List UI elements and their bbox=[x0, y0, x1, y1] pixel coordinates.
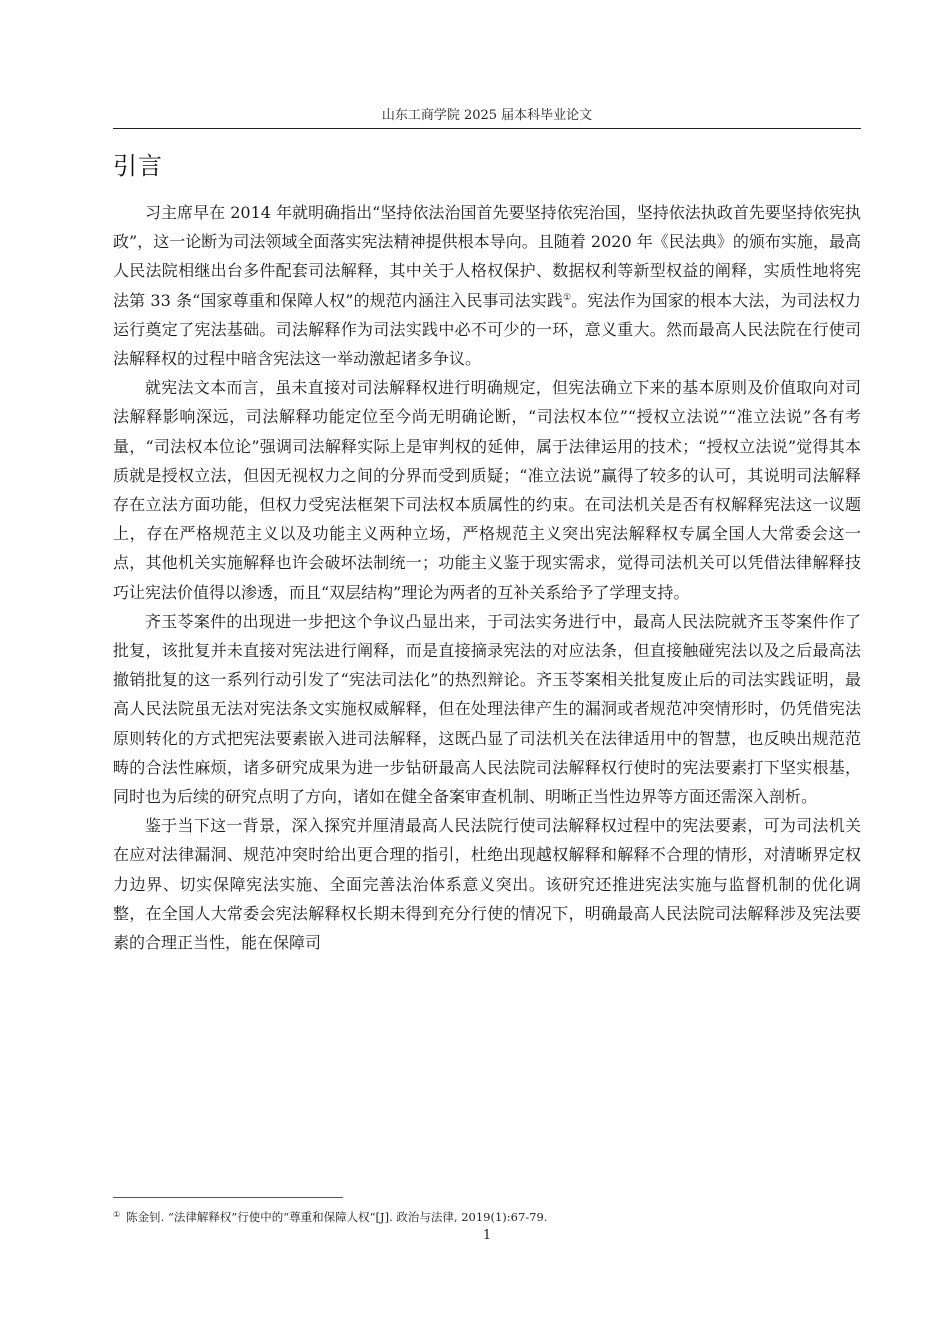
header-rule bbox=[113, 128, 861, 129]
section-title: 引言 bbox=[113, 152, 163, 180]
paragraph-3: 齐玉苓案件的出现进一步把这个争议凸显出来，于司法实务进行中，最高人民法院就齐玉苓案件作了批复，该批复并未直接对宪法进行阐释，而是直接摘录宪法的对应法条，但直接触碰宪法以及之后最高法撤销批复的这一系列行动引发了“宪法司法化”的热烈辩论。齐玉苓案相关批复废止后的司法实践证明，最高人民法院虽无法对宪法条文实施权威解释，但在处理法律产生的漏洞或者规范冲突情形时，仍凭借宪法原则转化的方式把宪法要素嵌入进司法解释，这既凸显了司法机关在法律适用中的智慧，也反映出规范范畴的合法性麻烦，诸多研究成果为进一步钻研最高人民法院司法解释权行使时的宪法要素打下坚实根基，同时也为后续的研究点明了方向，诸如在健全备案审查机制、明晰正当性边界等方面还需深入剖析。 bbox=[113, 611, 861, 807]
footnote-mark: ① bbox=[113, 1210, 121, 1219]
running-header: 山东工商学院 2025 届本科毕业论文 bbox=[381, 108, 593, 123]
footnote-1 bbox=[113, 1206, 861, 1226]
paragraph-1-text-after: 。宪法作为国家的根本大法，为司法权力运行奠定了宪法基础。司法解释作为司法实践中必不可少的一环，意义重大。然而最高人民法院在行使司法解释权的过程中暗含宪法这一举动激起诸多争议。 bbox=[113, 290, 861, 369]
footnote-ref-1[interactable]: ① bbox=[562, 292, 572, 303]
page-number: 1 bbox=[482, 1228, 492, 1243]
paragraph-2: 就宪法文本而言，虽未直接对司法解释权进行明确规定，但宪法确立下来的基本原则及价值取向对司法解释影响深远，司法解释功能定位至今尚无明确论断，“司法权本位”“授权立法说”“准立法说”各有考量，“司法权本位论”强调司法解释实际上是审判权的延伸，属于法律运用的技术；“授权立法说”觉得其本质就是授权立法，但因无视权力之间的分界而受到质疑；“准立法说”赢得了较多的认可，其说明司法解释存在立法方面功能，但权力受宪法框架下司法权本质属性的约束。在司法机关是否有权解释宪法这一议题上，存在严格规范主义以及功能主义两种立场，严格规范主义突出宪法解释权专属全国人大常委会这一点，其他机关实施解释也许会破坏法制统一；功能主义鉴于现实需求，觉得司法机关可以凭借法律解释技巧让宪法价值得以渗透，而且“双层结构”理论为两者的互补关系给予了学理支持。 bbox=[113, 378, 861, 602]
paragraph-1-text-before: 习主席早在 2014 年就明确指出“坚持依法治国首先要坚持依宪治国，坚持依法执政首先要坚持依宪执政”，这一论断为司法领域全面落实宪法精神提供根本导向。且随着 2020 年《民法典》的颁布实施，最高人民法院相继出台多件配套司法解释，其中关于人格权保护、数据权利等新型权益的阐释，实质性地将宪法第 33 条“国家尊重和保障人权”的规范内涵注入民事司法实践 bbox=[113, 203, 861, 310]
paragraph-1 bbox=[113, 198, 861, 373]
body-text bbox=[113, 198, 861, 957]
paragraph-4: 鉴于当下这一背景，深入探究并厘清最高人民法院行使司法解释权过程中的宪法要素，可为司法机关在应对法律漏洞、规范冲突时给出更合理的指引，杜绝出现越权解释和解释不合理的情形，对清晰界定权力边界、切实保障宪法实施、全面完善法治体系意义突出。该研究还推进宪法实施与监督机制的优化调整，在全国人大常委会宪法解释权长期未得到充分行使的情况下，明确最高人民法院司法解释涉及宪法要素的合理正当性，能在保障司 bbox=[113, 816, 861, 953]
footnote-text: 陈金钊. “法律解释权”行使中的“尊重和保障人权”[J]. 政治与法律, 2019(1):67-79. bbox=[126, 1210, 548, 1224]
footnote-rule bbox=[113, 1197, 343, 1198]
